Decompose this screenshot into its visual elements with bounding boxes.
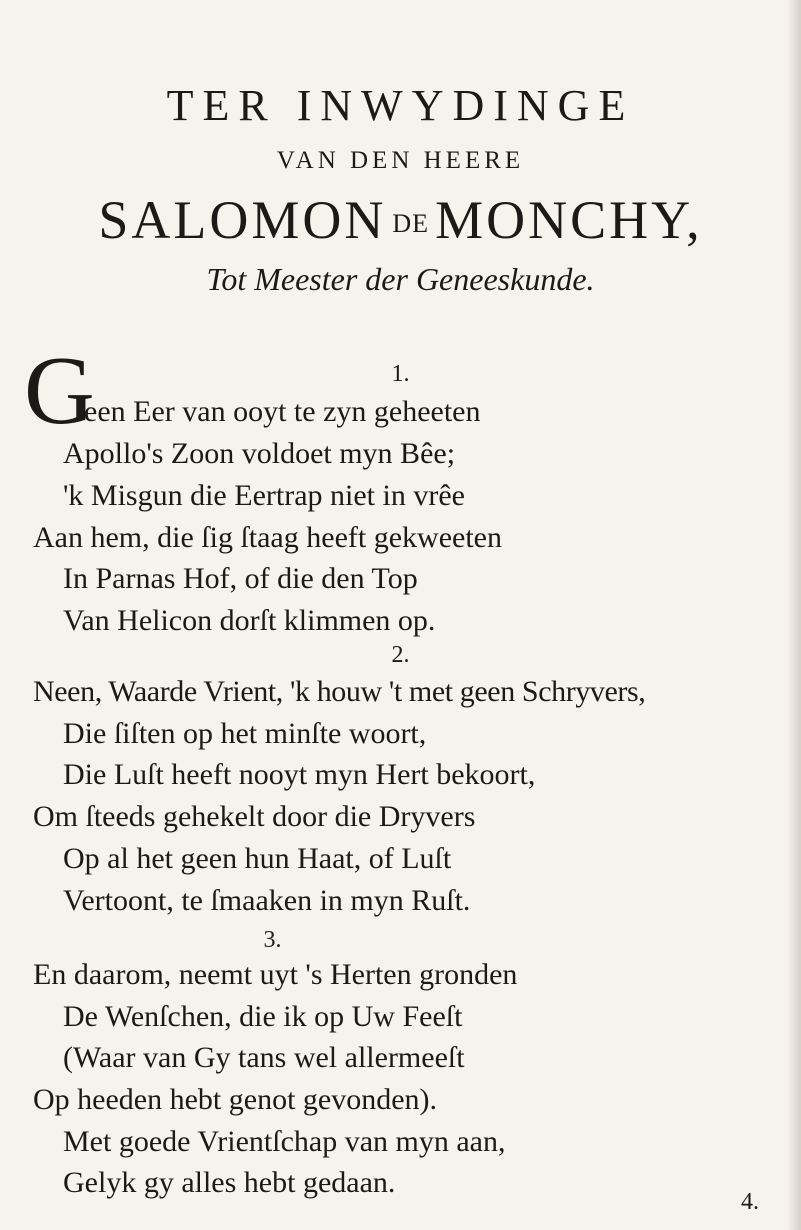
stanza-2-line-2: Die ſiſten op het minſte woort, [63, 717, 427, 750]
drop-cap: G [24, 337, 95, 445]
page-edge-shadow [787, 0, 801, 1230]
heading-line-2: VAN DEN HEERE [276, 147, 525, 174]
stanza-3-line-6: Gelyk gy alles hebt gedaan. [63, 1166, 396, 1199]
stanza-number-3: 3. [263, 927, 282, 953]
stanza-1-line-6: Van Helicon dorſt klimmen op. [63, 604, 436, 637]
stanza-1-line-2: Apollo's Zoon voldoet myn Bêe; [63, 437, 456, 470]
heading-subtitle: Tot Meester der Geneeskunde. [206, 261, 595, 297]
stanza-2-line-6: Vertoont, te ſmaaken in myn Ruſt. [63, 884, 471, 917]
name-particle: DE [392, 209, 430, 238]
next-stanza-number: 4. [741, 1189, 759, 1215]
stanza-2-line-4: Om ſteeds gehekelt door die Dryvers [33, 800, 476, 833]
stanza-2-line-5: Op al het geen hun Haat, of Luſt [63, 842, 452, 875]
heading-name [0, 190, 801, 250]
stanza-3-line-3: (Waar van Gy tans wel allermeeſt [63, 1041, 465, 1074]
stanza-3-line-5: Met goede Vrientſchap van myn aan, [63, 1125, 506, 1158]
stanza-number-2: 2. [391, 642, 410, 668]
name-last: MONCHY, [435, 190, 703, 250]
name-first: SALOMON [98, 190, 387, 250]
stanza-3-line-4: Op heeden hebt genot gevonden). [33, 1083, 438, 1116]
stanza-1-line-3: 'k Misgun die Eertrap niet in vrêe [63, 479, 465, 512]
stanza-2-line-1: Neen, Waarde Vrient, 'k houw 't met geen Schryvers, [33, 675, 646, 708]
stanza-1-line-5: In Parnas Hof, of die den Top [63, 562, 418, 595]
stanza-3-line-1: En daarom, neemt uyt 's Herten gronden [33, 958, 518, 991]
stanza-number-1: 1. [391, 361, 410, 387]
stanza-1-line-1: een Eer van ooyt te zyn geheeten [84, 395, 481, 428]
stanza-3-line-2: De Wenſchen, die ik op Uw Feeſt [63, 1000, 463, 1033]
heading-line-1: TER INWYDINGE [166, 81, 635, 130]
stanza-1-line-4: Aan hem, die ſig ſtaag heeft gekweeten [33, 521, 502, 554]
stanza-2-line-3: Die Luſt heeft nooyt myn Hert bekoort, [63, 758, 536, 791]
